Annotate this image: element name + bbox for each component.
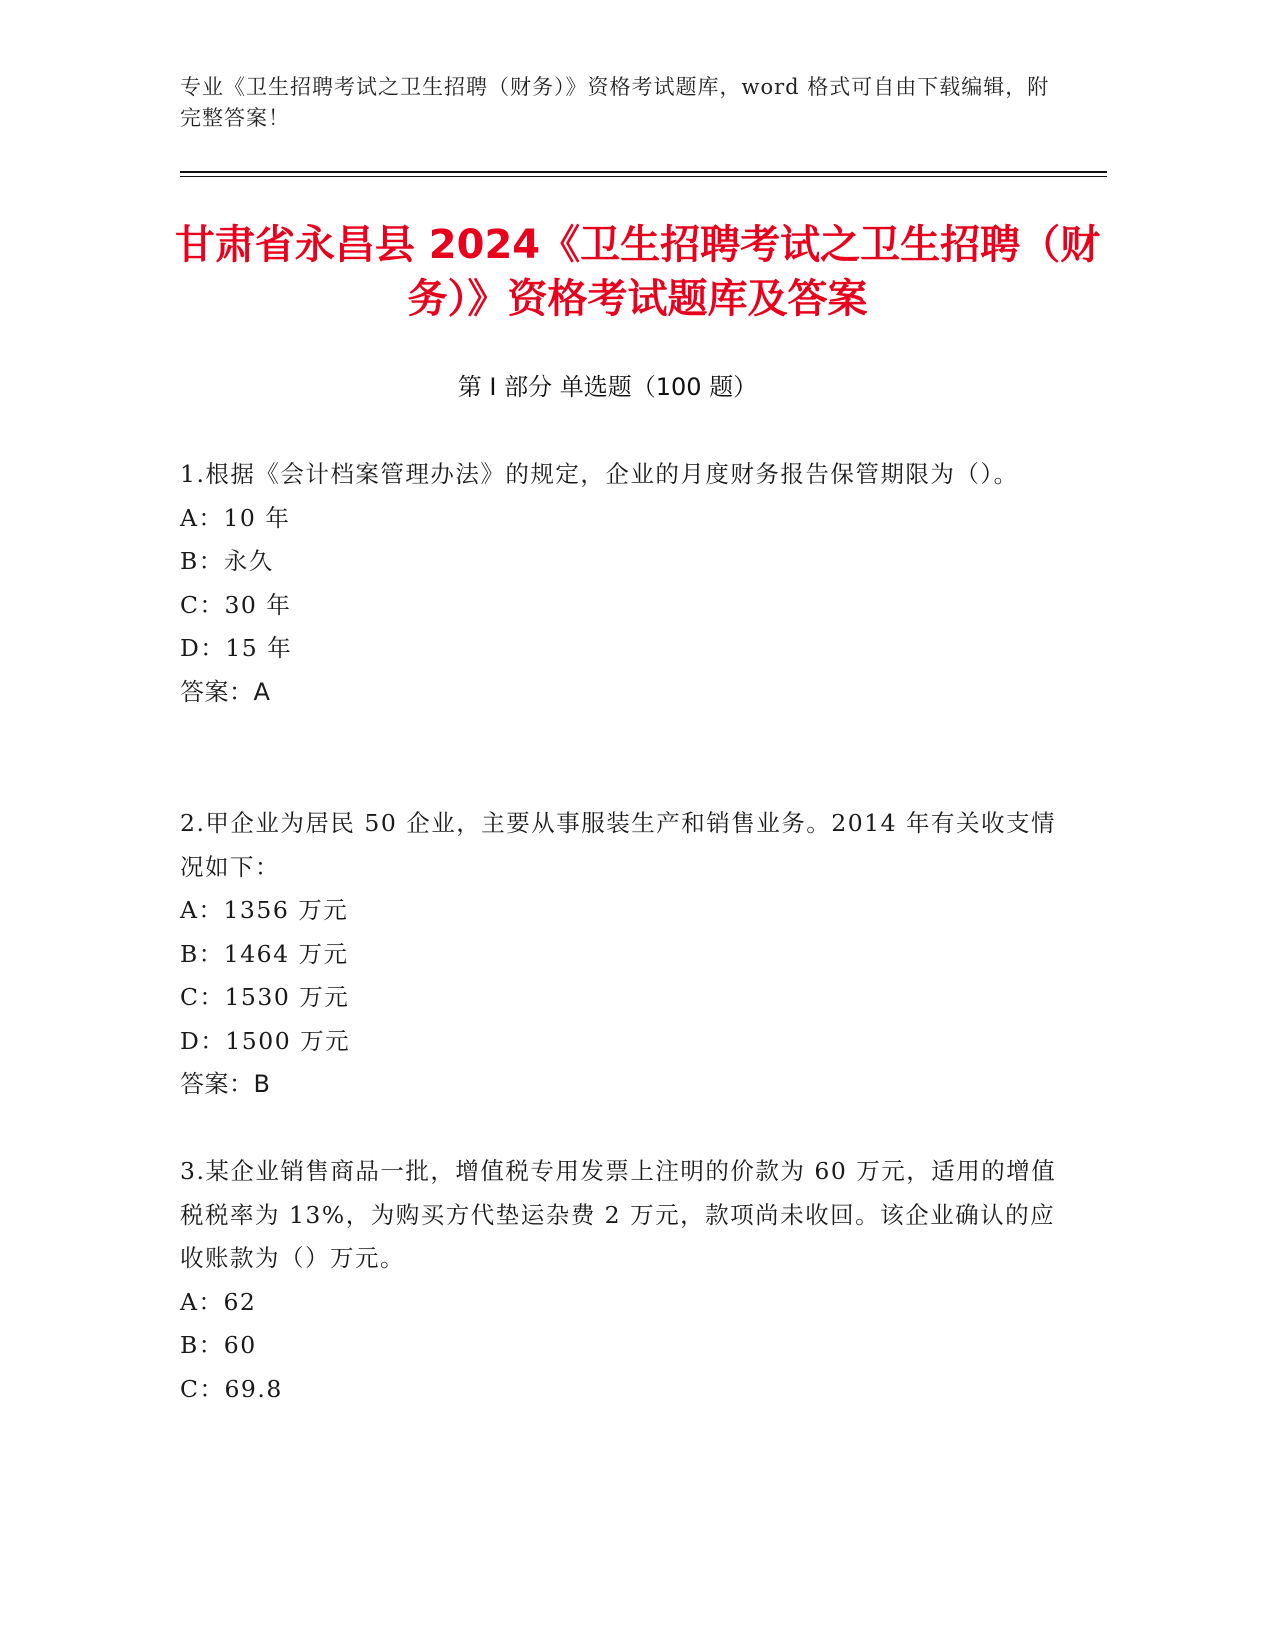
question-stem: 3.某企业销售商品一批，增值税专用发票上注明的价款为 60 万元，适用的增值税税率为 13%，为购买方代垫运杂费 2 万元，款项尚未收回。该企业确认的应收账款为（）万元。	[180, 1157, 1057, 1272]
question-2	[180, 802, 1060, 1107]
option-c: C：69.8	[180, 1374, 283, 1403]
option-c: C：30 年	[180, 590, 292, 619]
header-divider-thin	[180, 176, 1107, 177]
document-title: 甘肃省永昌县 2024《卫生招聘考试之卫生招聘（财务）》资格考试题库及答案	[174, 222, 1101, 322]
header-note: 专业《卫生招聘考试之卫生招聘（财务）》资格考试题库，word 格式可自由下载编辑，附完整答案！	[180, 75, 1050, 130]
question-stem: 1.根据《会计档案管理办法》的规定，企业的月度财务报告保管期限为（）。	[180, 460, 1019, 488]
section-heading: 第 I 部分 单选题（100 题）	[457, 373, 758, 401]
answer-label: 答案：B	[180, 1070, 271, 1098]
option-b: B：1464 万元	[180, 939, 349, 968]
option-d: D：1500 万元	[180, 1026, 351, 1055]
question-stem: 2.甲企业为居民 50 企业，主要从事服装生产和销售业务。2014 年有关收支情况如下：	[180, 809, 1057, 881]
option-a: A：62	[180, 1287, 257, 1316]
question-3	[180, 1150, 1060, 1411]
answer-label: 答案：A	[180, 677, 271, 706]
question-1	[180, 453, 1060, 714]
option-c: C：1530 万元	[180, 983, 350, 1011]
option-b: B：60	[180, 1331, 257, 1359]
header-divider-thick	[180, 171, 1107, 173]
option-a: A：10 年	[180, 503, 291, 532]
option-d: D：15 年	[180, 634, 293, 662]
option-a: A：1356 万元	[180, 896, 349, 924]
option-b: B：永久	[180, 547, 274, 575]
